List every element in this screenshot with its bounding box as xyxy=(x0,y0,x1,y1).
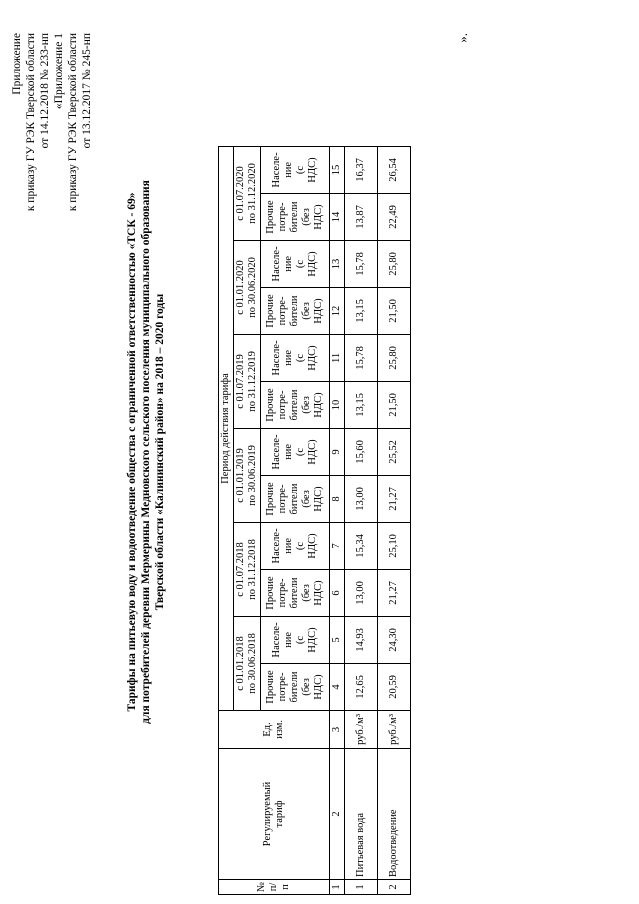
tariff-value: 20,59 xyxy=(378,663,411,710)
column-number: 8 xyxy=(330,475,345,522)
column-number: 6 xyxy=(330,569,345,616)
column-number: 9 xyxy=(330,428,345,475)
tariff-value: 21,50 xyxy=(378,287,411,334)
appendix-line: Приложение xyxy=(11,33,23,95)
tariff-value: 25,10 xyxy=(378,522,411,569)
tariff-value: 21,50 xyxy=(378,381,411,428)
title-line: Тарифы на питьевую воду и водоотведение общества с ограниченной ответственностью «ТСК - 69» xyxy=(126,192,138,712)
title-line: для потребителей деревни Мермерины Медновского сельского поселения муниципального образования xyxy=(140,180,152,724)
header-number: № п/ п xyxy=(219,879,330,894)
header-other-consumers: Прочие потре- бители (без НДС) xyxy=(261,663,330,710)
tariff-value: 15,34 xyxy=(345,522,378,569)
tariff-value: 22,49 xyxy=(378,193,411,240)
header-population: Населе- ние (с НДС) xyxy=(261,146,330,193)
tariff-value: 14,93 xyxy=(345,616,378,663)
period-header: с 01.07.2019 по 31.12.2019 xyxy=(234,334,261,428)
tariff-value: 25,80 xyxy=(378,334,411,381)
row-number: 2 xyxy=(378,879,411,894)
tariff-value: 15,78 xyxy=(345,240,378,287)
period-header: с 01.07.2020 по 31.12.2020 xyxy=(234,146,261,240)
prior-appendix-line: к приказу ГУ РЭК Тверской области xyxy=(67,33,79,212)
title-line: Тверской области «Калининский район» на 2018 – 2020 годы xyxy=(154,293,166,611)
table-row xyxy=(345,146,378,894)
header-other-consumers: Прочие потре- бители (без НДС) xyxy=(261,287,330,334)
header-tariff-period: Период действия тарифа xyxy=(219,146,234,710)
tariff-value: 16,37 xyxy=(345,146,378,193)
tariff-value: 13,00 xyxy=(345,475,378,522)
row-unit: руб./м³ xyxy=(345,710,378,748)
prior-appendix-header xyxy=(52,33,94,211)
header-regulated-tariff: Регулируемый тариф xyxy=(219,748,330,879)
tariff-value: 13,15 xyxy=(345,381,378,428)
prior-appendix-line: от 13.12.2017 № 245-нп xyxy=(81,33,93,149)
tariff-value: 21,27 xyxy=(378,475,411,522)
header-other-consumers: Прочие потре- бители (без НДС) xyxy=(261,381,330,428)
tariff-value: 25,80 xyxy=(378,240,411,287)
column-number: 1 xyxy=(330,879,345,894)
column-number: 2 xyxy=(330,748,345,879)
table-row xyxy=(378,146,411,894)
column-number: 10 xyxy=(330,381,345,428)
appendix-line: к приказу ГУ РЭК Тверской области xyxy=(25,33,37,212)
tariff-value: 21,27 xyxy=(378,569,411,616)
column-number: 7 xyxy=(330,522,345,569)
period-header: с 01.01.2019 по 30.06.2019 xyxy=(234,428,261,522)
period-header: с 01.01.2020 по 30.06.2020 xyxy=(234,240,261,334)
tariff-value: 13,15 xyxy=(345,287,378,334)
header-other-consumers: Прочие потре- бители (без НДС) xyxy=(261,569,330,616)
document-title xyxy=(125,0,167,904)
tariff-value: 26,54 xyxy=(378,146,411,193)
tariff-value: 15,60 xyxy=(345,428,378,475)
row-number: 1 xyxy=(345,879,378,894)
header-population: Населе- ние (с НДС) xyxy=(261,240,330,287)
row-tariff-name: Питьевая вода xyxy=(345,748,378,879)
tariff-value: 25,52 xyxy=(378,428,411,475)
column-number: 5 xyxy=(330,616,345,663)
row-unit: руб./м³ xyxy=(378,710,411,748)
header-other-consumers: Прочие потре- бители (без НДС) xyxy=(261,193,330,240)
header-population: Населе- ние (с НДС) xyxy=(261,616,330,663)
column-number: 13 xyxy=(330,240,345,287)
tariff-value: 13,00 xyxy=(345,569,378,616)
tariff-value: 12,65 xyxy=(345,663,378,710)
prior-appendix-line: «Приложение 1 xyxy=(53,33,65,110)
column-number: 15 xyxy=(330,146,345,193)
column-number: 12 xyxy=(330,287,345,334)
period-header: с 01.01.2018 по 30.06.2018 xyxy=(234,616,261,710)
tariff-value: 13,87 xyxy=(345,193,378,240)
tariff-value: 15,78 xyxy=(345,334,378,381)
header-population: Населе- ние (с НДС) xyxy=(261,522,330,569)
header-unit: Ед. изм. xyxy=(219,710,330,748)
tariff-value: 24,30 xyxy=(378,616,411,663)
tariff-table xyxy=(218,146,411,895)
period-header: с 01.07.2018 по 31.12.2018 xyxy=(234,522,261,616)
row-tariff-name: Водоотведение xyxy=(378,748,411,879)
appendix-line: от 14.12.2018 № 233-нп xyxy=(39,33,51,149)
column-number: 4 xyxy=(330,663,345,710)
closing-quote: ». xyxy=(455,33,470,43)
column-number: 11 xyxy=(330,334,345,381)
header-other-consumers: Прочие потре- бители (без НДС) xyxy=(261,475,330,522)
appendix-header xyxy=(10,33,52,211)
column-number-row xyxy=(330,146,345,894)
header-population: Населе- ние (с НДС) xyxy=(261,428,330,475)
header-population: Населе- ние (с НДС) xyxy=(261,334,330,381)
column-number: 14 xyxy=(330,193,345,240)
column-number: 3 xyxy=(330,710,345,748)
